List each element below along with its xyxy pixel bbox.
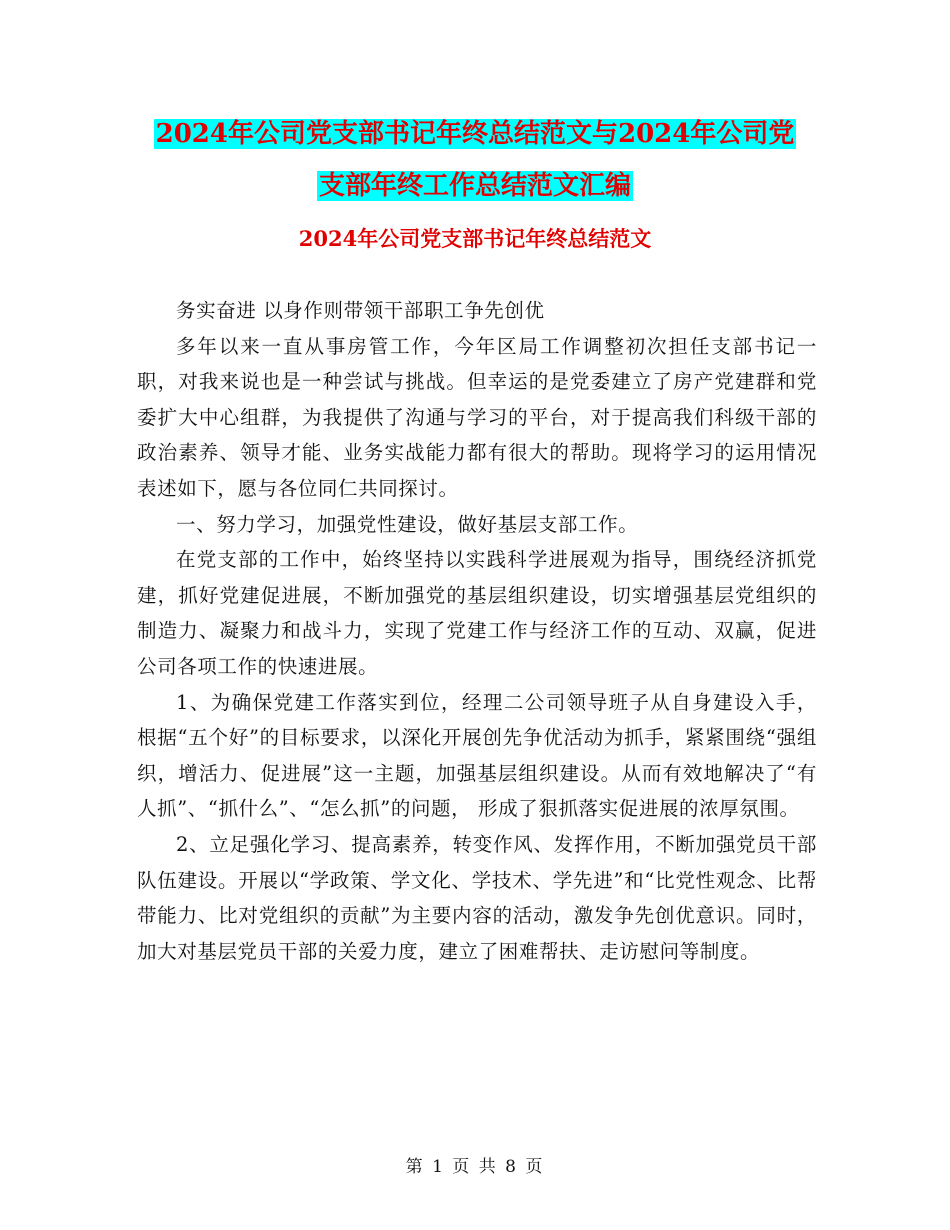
main-title-line-1: 2024年公司党支部书记年终总结范文与2024年公司党 bbox=[155, 119, 795, 149]
page-number-footer: 第 1 页 共 8 页 bbox=[405, 1157, 545, 1177]
document-main-title bbox=[0, 108, 950, 212]
paragraph-slogan: 务实奋进 以身作则带领干部职工争先创优 bbox=[176, 299, 545, 322]
section-title: 2024年公司党支部书记年终总结范文 bbox=[298, 226, 652, 251]
document-body bbox=[137, 293, 817, 969]
paragraph-body: 在党支部的工作中，始终坚持以实践科学进展观为指导，围绕经济抓党建，抓好党建促进展，不断加强党的基层组织建设，切实增强基层党组织的制造力、凝聚力和战斗力，实现了党建工作与经济工作的互动、双赢，促进公司各项工作的快速进展。 bbox=[137, 548, 817, 678]
paragraph-heading-1: 一、努力学习，加强党性建设，做好基层支部工作。 bbox=[176, 512, 639, 536]
paragraph-intro: 多年以来一直从事房管工作，今年区局工作调整初次担任支部书记一职，对我来说也是一种尝试与挑战。但幸运的是党委建立了房产党建群和党委扩大中心组群，为我提供了沟通与学习的平台，对于提高我们科级干部的政治素养、领导才能、业务实战能力都有很大的帮助。现将学习的运用情况表述如下，愿与各位同仁共同探讨。 bbox=[137, 334, 817, 500]
paragraph-item-2: 2、立足强化学习、提高素养，转变作风、发挥作用，不断加强党员干部队伍建设。开展以“学政策、学文化、学技术、学先进”和“比党性观念、比帮带能力、比对党组织的贡献”为主要内容的活动，激发争先创优意识。同时，加大对基层党员干部的关爱力度，建立了困难帮扶、走访慰问等制度。 bbox=[137, 832, 817, 963]
main-title-line-2: 支部年终工作总结范文汇编 bbox=[318, 171, 631, 201]
paragraph-item-1: 1、为确保党建工作落实到位，经理二公司领导班子从自身建设入手， 根据“五个好”的目标要求，以深化开展创先争优活动为抓手，紧紧围绕“强组织，增活力、促进展”这一主题，加强基层组织建设。从而有效地解决了“有人抓”、“抓什么”、“怎么抓”的问题， 形成了狠抓落实促进展的浓厚氛围。 bbox=[137, 690, 817, 821]
